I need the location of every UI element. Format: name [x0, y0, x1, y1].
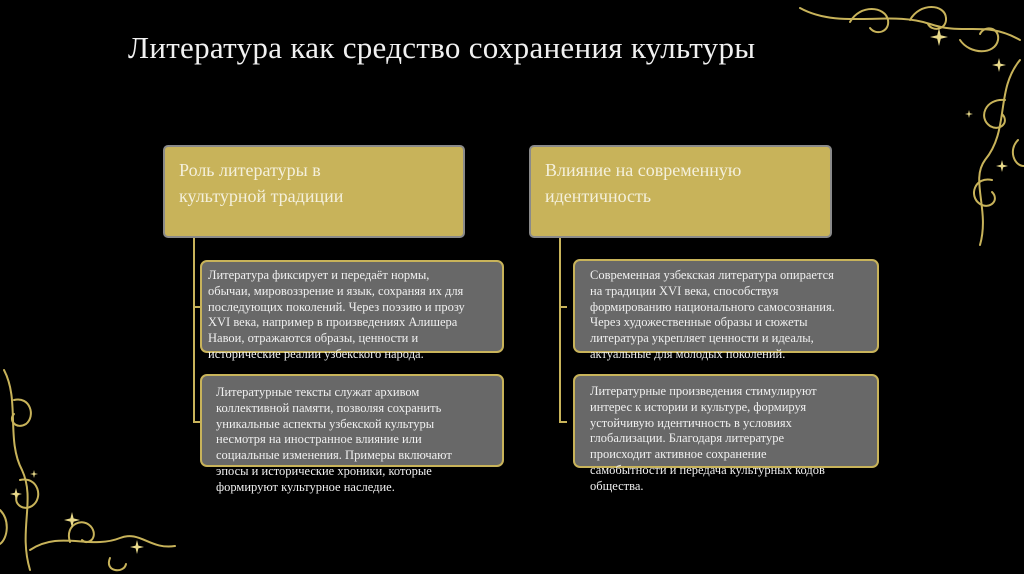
slide-title: Литература как средство сохранения культуры — [128, 30, 756, 65]
bottom-left-gold-swirl-ornament-icon — [0, 360, 180, 574]
right-card-1-text: Современная узбекская литература опирается на традиции XVI века, способствуя формированию национального самосознания. Через художественные образы и сюжеты литература укрепляет ценности и идеалы, актуальные для молодых поколений. — [590, 268, 835, 361]
sparkle-star-icon — [130, 540, 144, 554]
right-heading-text: Влияние на современную идентичность — [545, 160, 742, 206]
left-heading-box — [163, 145, 465, 238]
left-card-1-text: Литература фиксирует и передаёт нормы, обычаи, мировоззрение и язык, сохраняя их для последующих поколений. Через поэзию и прозу XVI века, например в произведениях Алишера Навои, отражаются образы, ценности и исторические реалии узбекского народа. — [208, 268, 465, 361]
left-connector-line — [193, 238, 195, 422]
left-heading-text: Роль литературы в культурной традиции — [179, 160, 344, 206]
sparkle-star-icon — [930, 28, 948, 46]
sparkle-star-icon — [10, 488, 22, 500]
sparkle-star-icon — [996, 160, 1008, 172]
right-connector-line — [559, 238, 561, 422]
right-heading-box — [529, 145, 832, 238]
sparkle-star-icon — [30, 470, 38, 478]
right-connector-branch-2 — [559, 421, 567, 423]
right-connector-branch-1 — [559, 306, 567, 308]
sparkle-star-icon — [965, 110, 973, 118]
right-card-2-text: Литературные произведения стимулируют интерес к истории и культуре, формируя устойчивую идентичность в условиях глобализации. Благодаря литературе происходит активное сохранение самобытности и передача культурных кодов общества. — [590, 384, 825, 493]
sparkle-star-icon — [992, 58, 1006, 72]
left-card-2-text: Литературные тексты служат архивом коллективной памяти, позволяя сохранить уникальные аспекты узбекской культуры несмотря на иностранное влияние или социальные изменения. Примеры включают эпосы и исторические хроники, которые формируют культурное наследие. — [216, 385, 452, 494]
sparkle-star-icon — [64, 512, 80, 528]
